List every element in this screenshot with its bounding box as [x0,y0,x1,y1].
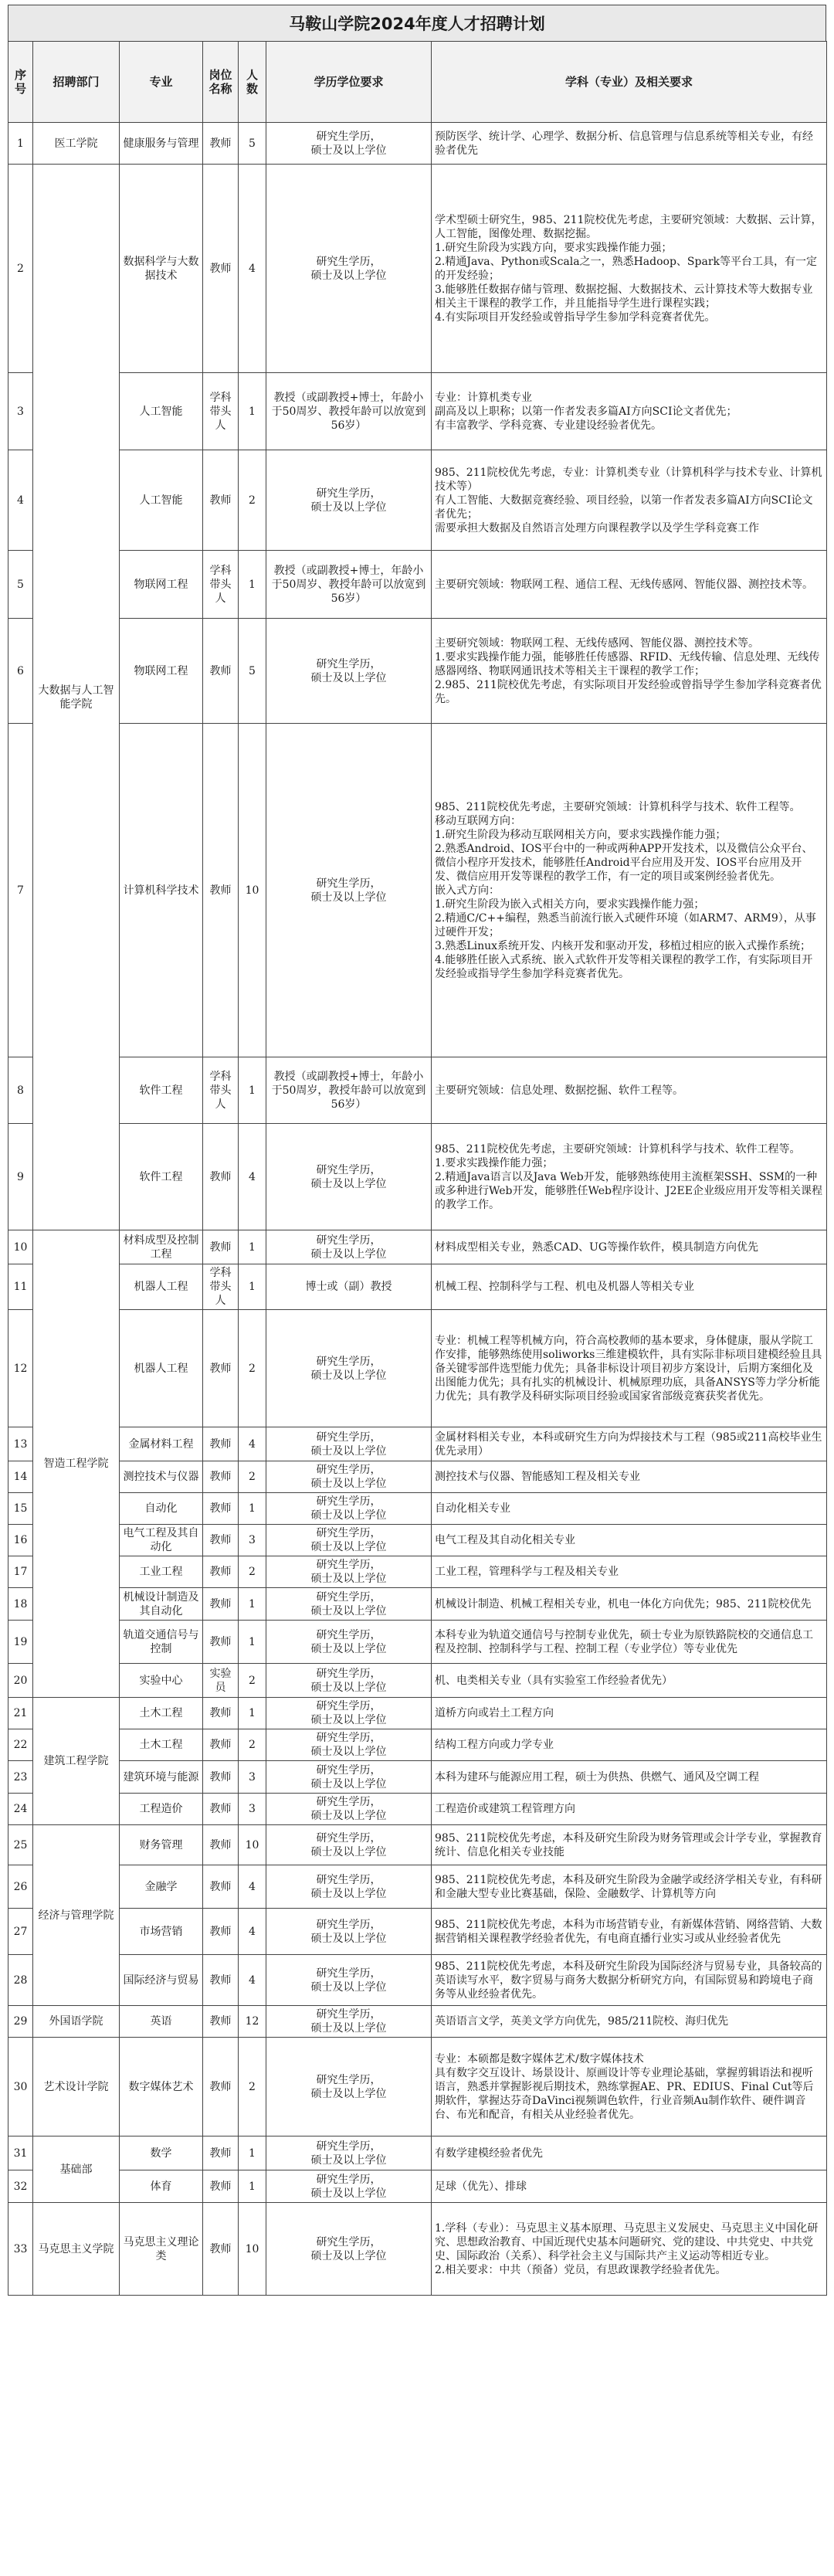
requirement-cell: 985、211院校优先考虑，主要研究领域：计算机科学与技术、软件工程等。 移动互联网方向： 1.研究生阶段为移动互联网相关方向，要求实践操作能力强； 2.熟悉Android、IOS平台中的一种或两种APP开发技术，以及微信公众平台、微信小程序开发技术，能够胜任Android平台应用及开发、IOS平台应用及开发、微信应用开发等课程的教学工作，有一定的项目或案例经验者优先。 嵌入式方向： 1.研究生阶段为嵌入式相关方向，要求实践操作能力强； 2.精通C/C++编程，熟悉当前流行嵌入式硬件环境（如ARM7、ARM9），从事过硬件开发； 3.熟悉Linux系统开发、内核开发和驱动开发，移植过相应的嵌入式操作系统； 4.能够胜任嵌入式系统、嵌入式软件开发等相关课程的教学工作，有实际项目开发经验或指导学生参加学科竞赛者优先。 [432,724,827,1057]
requirement-cell: 主要研究领域：物联网工程、通信工程、无线传感网、智能仪器、测控技术等。 [432,551,827,619]
post-cell: 教师 [203,2203,239,2296]
requirement-cell: 985、211院校优先考虑，本科及研究生阶段为国际经济与贸易专业，具备较高的英语读写水平，数字贸易与商务大数据分析研究方向，有国际贸易和跨境电子商务等从业经验者优先。 [432,1955,827,2006]
education-cell: 研究生学历， 硕士及以上学位 [266,1493,432,1525]
post-cell: 教师 [203,1865,239,1909]
count-cell: 5 [239,619,266,724]
requirement-cell: 道桥方向或岩土工程方向 [432,1698,827,1729]
count-cell: 1 [239,2136,266,2170]
header-edu: 学历学位要求 [266,42,432,123]
education-cell: 博士或（副）教授 [266,1264,432,1310]
post-cell: 教师 [203,2006,239,2038]
major-cell: 土木工程 [120,1729,203,1761]
major-cell: 英语 [120,2006,203,2038]
post-cell: 教师 [203,2038,239,2136]
table-row [8,2038,827,2136]
count-cell: 4 [239,1865,266,1909]
major-cell: 工业工程 [120,1556,203,1588]
row-number: 29 [8,2006,33,2038]
education-cell: 研究生学历， 硕士及以上学位 [266,724,432,1057]
row-number: 11 [8,1264,33,1310]
row-number: 4 [8,450,33,551]
education-cell: 研究生学历， 硕士及以上学位 [266,1310,432,1427]
row-number: 33 [8,2203,33,2296]
major-cell: 实验中心 [120,1664,203,1698]
requirement-cell: 本科为建环与能源应用工程，硕士为供热、供燃气、通风及空调工程 [432,1761,827,1794]
requirement-cell: 预防医学、统计学、心理学、数据分析、信息管理与信息系统等相关专业，有经验者优先 [432,123,827,165]
table-row [8,2170,827,2203]
count-cell: 4 [239,1955,266,2006]
count-cell: 4 [239,1427,266,1461]
count-cell: 2 [239,1310,266,1427]
major-cell: 工程造价 [120,1794,203,1825]
count-cell: 10 [239,2203,266,2296]
education-cell: 研究生学历， 硕士及以上学位 [266,1525,432,1556]
post-cell: 教师 [203,1493,239,1525]
count-cell: 4 [239,1124,266,1230]
table-row [8,551,827,619]
dept-cell: 智造工程学院 [33,1230,120,1698]
table-row [8,1124,827,1230]
row-number: 13 [8,1427,33,1461]
requirement-cell: 985、211院校优先考虑，主要研究领域：计算机科学与技术、软件工程等。 1.要求实践操作能力强； 2.精通Java语言以及Java Web开发，能够熟练使用主流框架SSH、SSM的一种或多种进行Web开发，能够胜任Web程序设计、J2EE企业级应用开发等相关课程的教学工作。 [432,1124,827,1230]
row-number: 24 [8,1794,33,1825]
major-cell: 软件工程 [120,1057,203,1124]
major-cell: 数字媒体艺术 [120,2038,203,2136]
post-cell: 教师 [203,2170,239,2203]
row-number: 10 [8,1230,33,1264]
education-cell: 研究生学历， 硕士及以上学位 [266,1621,432,1664]
dept-cell: 经济与管理学院 [33,1825,120,2006]
major-cell: 机器人工程 [120,1310,203,1427]
row-number: 8 [8,1057,33,1124]
major-cell: 测控技术与仪器 [120,1461,203,1493]
count-cell: 2 [239,1556,266,1588]
table-row [8,1461,827,1493]
count-cell: 3 [239,1761,266,1794]
row-number: 5 [8,551,33,619]
table-header-row [8,42,827,123]
table-row [8,373,827,450]
education-cell: 研究生学历， 硕士及以上学位 [266,1427,432,1461]
table-row [8,1664,827,1698]
major-cell: 轨道交通信号与控制 [120,1621,203,1664]
education-cell: 研究生学历， 硕士及以上学位 [266,2136,432,2170]
requirement-cell: 金属材料相关专业，本科或研究生方向为焊接技术与工程（985或211高校毕业生优先录用） [432,1427,827,1461]
table-row [8,1621,827,1664]
row-number: 30 [8,2038,33,2136]
row-number: 9 [8,1124,33,1230]
education-cell: 研究生学历， 硕士及以上学位 [266,123,432,165]
count-cell: 1 [239,373,266,450]
count-cell: 4 [239,165,266,373]
row-number: 23 [8,1761,33,1794]
row-number: 21 [8,1698,33,1729]
count-cell: 1 [239,1698,266,1729]
post-cell: 教师 [203,1761,239,1794]
education-cell: 研究生学历， 硕士及以上学位 [266,619,432,724]
major-cell: 机器人工程 [120,1264,203,1310]
post-cell: 教师 [203,1230,239,1264]
post-cell: 教师 [203,2136,239,2170]
table-row [8,165,827,373]
major-cell: 计算机科学技术 [120,724,203,1057]
major-cell: 材料成型及控制工程 [120,1230,203,1264]
table-row [8,1310,827,1427]
post-cell: 教师 [203,1427,239,1461]
post-cell: 教师 [203,165,239,373]
count-cell: 2 [239,2038,266,2136]
table-row [8,123,827,165]
education-cell: 教授（或副教授+博士，年龄小于50周岁，教授年龄可以放宽到56岁） [266,1057,432,1124]
count-cell: 1 [239,1230,266,1264]
row-number: 1 [8,123,33,165]
count-cell: 1 [239,551,266,619]
page-title: 马鞍山学院2024年度人才招聘计划 [8,5,826,41]
requirement-cell: 专业：计算机类专业 副高及以上职称；以第一作者发表多篇AI方向SCI论文者优先； 有丰富教学、学科竞赛、专业建设经验者优先。 [432,373,827,450]
education-cell: 研究生学历， 硕士及以上学位 [266,2170,432,2203]
education-cell: 研究生学历， 硕士及以上学位 [266,1865,432,1909]
post-cell: 学科带头人 [203,1057,239,1124]
requirement-cell: 985、211院校优先考虑，本科为市场营销专业，有新媒体营销、网络营销、大数据营销相关课程教学经验者优先，有电商直播行业实习或从业经验者优先 [432,1909,827,1955]
table-row [8,1427,827,1461]
count-cell: 2 [239,1461,266,1493]
dept-cell: 建筑工程学院 [33,1698,120,1825]
row-number: 19 [8,1621,33,1664]
table-row [8,1825,827,1865]
table-row [8,1525,827,1556]
requirement-cell: 学术型硕士研究生，985、211院校优先考虑，主要研究领域：大数据、云计算，人工智能，图像处理、数据挖掘。 1.研究生阶段为实践方向，要求实践操作能力强； 2.精通Java、Python或Scala之一，熟悉Hadoop、Spark等平台工具，有一定的开发经验； 3.能够胜任数据存储与管理、数据挖掘、大数据技术、云计算技术等大数据专业相关主干课程的教学工作，并且能指导学生进行课程实践； 4.有实际项目开发经验或曾指导学生参加学科竞赛者优先。 [432,165,827,373]
count-cell: 1 [239,1264,266,1310]
post-cell: 学科带头人 [203,373,239,450]
requirement-cell: 985、211院校优先考虑，专业：计算机类专业（计算机科学与技术专业、计算机技术等） 有人工智能、大数据竞赛经验、项目经验，以第一作者发表多篇AI方向SCI论文者优先； 需要承担大数据及自然语言处理方向课程教学以及学生学科竞赛工作 [432,450,827,551]
post-cell: 教师 [203,1729,239,1761]
post-cell: 教师 [203,619,239,724]
education-cell: 研究生学历， 硕士及以上学位 [266,1698,432,1729]
post-cell: 教师 [203,724,239,1057]
table-row [8,1761,827,1794]
post-cell: 教师 [203,1556,239,1588]
major-cell: 健康服务与管理 [120,123,203,165]
education-cell: 研究生学历， 硕士及以上学位 [266,1230,432,1264]
count-cell: 3 [239,1794,266,1825]
table-row [8,1556,827,1588]
post-cell: 教师 [203,1124,239,1230]
dept-cell: 马克思主义学院 [33,2203,120,2296]
post-cell: 教师 [203,1310,239,1427]
major-cell: 软件工程 [120,1124,203,1230]
row-number: 20 [8,1664,33,1698]
count-cell: 1 [239,1493,266,1525]
major-cell: 物联网工程 [120,551,203,619]
requirement-cell: 工业工程，管理科学与工程及相关专业 [432,1556,827,1588]
table-row [8,619,827,724]
count-cell: 2 [239,1729,266,1761]
post-cell: 教师 [203,1794,239,1825]
requirement-cell: 985、211院校优先考虑，本科及研究生阶段为财务管理或会计学专业，掌握教育统计、信息化相关专业技能 [432,1825,827,1865]
count-cell: 2 [239,1664,266,1698]
education-cell: 研究生学历， 硕士及以上学位 [266,1556,432,1588]
row-number: 2 [8,165,33,373]
major-cell: 机械设计制造及其自动化 [120,1588,203,1621]
requirement-cell: 电气工程及其自动化相关专业 [432,1525,827,1556]
row-number: 28 [8,1955,33,2006]
row-number: 7 [8,724,33,1057]
table-row [8,450,827,551]
post-cell: 教师 [203,1909,239,1955]
table-row [8,1698,827,1729]
table-row [8,1729,827,1761]
requirement-cell: 专业：机械工程等机械方向，符合高校教师的基本要求，身体健康，服从学院工作安排，能够熟练使用soliworks三维建模软件，具有实际非标项目建模经验且具备关键零部件选型能力优先；具备非标设计项目初步方案设计，后期方案细化及出图能力优先；具有扎实的机械设计、机械原理功底，具备ANSYS等力学分析能力优先；具有教学及科研实际项目经验或国家省部级竞赛获奖者优先。 [432,1310,827,1427]
count-cell: 10 [239,1825,266,1865]
row-number: 15 [8,1493,33,1525]
post-cell: 教师 [203,1825,239,1865]
count-cell: 1 [239,2170,266,2203]
row-number: 27 [8,1909,33,1955]
education-cell: 研究生学历， 硕士及以上学位 [266,2038,432,2136]
post-cell: 教师 [203,1621,239,1664]
row-number: 22 [8,1729,33,1761]
dept-cell: 艺术设计学院 [33,2038,120,2136]
recruitment-table [8,41,827,2296]
table-row [8,1955,827,2006]
education-cell: 研究生学历， 硕士及以上学位 [266,2203,432,2296]
post-cell: 教师 [203,1525,239,1556]
post-cell: 学科带头人 [203,1264,239,1310]
dept-cell: 大数据与人工智能学院 [33,165,120,1230]
header-num: 人数 [239,42,266,123]
requirement-cell: 专业：本硕都是数字媒体艺术/数字媒体技术 具有数字交互设计、场景设计、原画设计等专业理论基础，掌握剪辑语法和视听语言，熟悉并掌握影视后期技术，熟练掌握AE、PR、EDIUS、Final Cut等后期软件，掌握达芬奇DaVinci视频调色软件，行业音频Au制作软件、硬件调音台、布光和配音，有相关从业经验者优先。 [432,2038,827,2136]
education-cell: 研究生学历， 硕士及以上学位 [266,1909,432,1955]
major-cell: 马克思主义理论类 [120,2203,203,2296]
requirement-cell: 有数学建模经验者优先 [432,2136,827,2170]
table-row [8,1794,827,1825]
header-dept: 招聘部门 [33,42,120,123]
education-cell: 研究生学历， 硕士及以上学位 [266,1825,432,1865]
major-cell: 体育 [120,2170,203,2203]
major-cell: 数据科学与大数据技术 [120,165,203,373]
requirement-cell: 材料成型相关专业，熟悉CAD、UG等操作软件，模具制造方向优先 [432,1230,827,1264]
table-row [8,1493,827,1525]
major-cell: 土木工程 [120,1698,203,1729]
row-number: 3 [8,373,33,450]
dept-cell: 基础部 [33,2136,120,2203]
row-number: 14 [8,1461,33,1493]
post-cell: 教师 [203,450,239,551]
header-post: 岗位名称 [203,42,239,123]
count-cell: 3 [239,1525,266,1556]
education-cell: 教授（或副教授+博士，年龄小于50周岁、教授年龄可以放宽到56岁） [266,373,432,450]
major-cell: 建筑环境与能源 [120,1761,203,1794]
education-cell: 研究生学历， 硕士及以上学位 [266,1761,432,1794]
post-cell: 学科带头人 [203,551,239,619]
education-cell: 研究生学历， 硕士及以上学位 [266,450,432,551]
dept-cell: 医工学院 [33,123,120,165]
row-number: 12 [8,1310,33,1427]
post-cell: 教师 [203,1461,239,1493]
major-cell: 国际经济与贸易 [120,1955,203,2006]
major-cell: 电气工程及其自动化 [120,1525,203,1556]
major-cell: 财务管理 [120,1825,203,1865]
count-cell: 5 [239,123,266,165]
dept-cell: 外国语学院 [33,2006,120,2038]
education-cell: 研究生学历， 硕士及以上学位 [266,1955,432,2006]
requirement-cell: 自动化相关专业 [432,1493,827,1525]
post-cell: 教师 [203,1588,239,1621]
requirement-cell: 本科专业为轨道交通信号与控制专业优先，硕士专业为原铁路院校的交通信息工程及控制、控制科学与工程、控制工程（专业学位）等专业优先 [432,1621,827,1664]
requirement-cell: 英语语言文学，英美文学方向优先，985/211院校、海归优先 [432,2006,827,2038]
post-cell: 教师 [203,1698,239,1729]
count-cell: 10 [239,724,266,1057]
count-cell: 4 [239,1909,266,1955]
table-row [8,1588,827,1621]
major-cell: 人工智能 [120,450,203,551]
count-cell: 1 [239,1588,266,1621]
education-cell: 研究生学历， 硕士及以上学位 [266,1588,432,1621]
requirement-cell: 足球（优先）、排球 [432,2170,827,2203]
row-number: 17 [8,1556,33,1588]
requirement-cell: 1.学科（专业）：马克思主义基本原理、马克思主义发展史、马克思主义中国化研究、思想政治教育、中国近现代史基本问题研究、党的建设、中共党史、中共党史、国际政治（关系）、科学社会主义与国际共产主义运动等相近专业。 2.相关要求：中共（预备）党员，有思政课教学经验者优先。 [432,2203,827,2296]
education-cell: 研究生学历， 硕士及以上学位 [266,1461,432,1493]
header-req: 学科（专业）及相关要求 [432,42,827,123]
requirement-cell: 主要研究领域：信息处理、数据挖掘、软件工程等。 [432,1057,827,1124]
row-number: 32 [8,2170,33,2203]
table-row [8,1865,827,1909]
table-row [8,1057,827,1124]
row-number: 18 [8,1588,33,1621]
requirement-cell: 结构工程方向或力学专业 [432,1729,827,1761]
count-cell: 12 [239,2006,266,2038]
row-number: 6 [8,619,33,724]
major-cell: 物联网工程 [120,619,203,724]
education-cell: 研究生学历， 硕士及以上学位 [266,1794,432,1825]
table-row [8,2203,827,2296]
header-major: 专业 [120,42,203,123]
major-cell: 金属材料工程 [120,1427,203,1461]
requirement-cell: 985、211院校优先考虑，本科及研究生阶段为金融学或经济学相关专业，有科研和金融大型专业比赛基础，保险、金融数学、计算机等方向 [432,1865,827,1909]
table-row [8,1909,827,1955]
table-row [8,2136,827,2170]
major-cell: 人工智能 [120,373,203,450]
post-cell: 教师 [203,123,239,165]
table-row [8,724,827,1057]
row-number: 25 [8,1825,33,1865]
count-cell: 1 [239,1057,266,1124]
row-number: 26 [8,1865,33,1909]
count-cell: 1 [239,1621,266,1664]
table-row [8,1230,827,1264]
table-row [8,2006,827,2038]
education-cell: 教授（或副教授+博士，年龄小于50周岁、教授年龄可以放宽到56岁） [266,551,432,619]
row-number: 31 [8,2136,33,2170]
table-row [8,1264,827,1310]
education-cell: 研究生学历， 硕士及以上学位 [266,1124,432,1230]
major-cell: 数学 [120,2136,203,2170]
post-cell: 教师 [203,1955,239,2006]
requirement-cell: 机、电类相关专业（具有实验室工作经验者优先） [432,1664,827,1698]
count-cell: 2 [239,450,266,551]
post-cell: 实验员 [203,1664,239,1698]
table-body [8,123,827,2296]
major-cell: 市场营销 [120,1909,203,1955]
header-no: 序号 [8,42,33,123]
requirement-cell: 机械工程、控制科学与工程、机电及机器人等相关专业 [432,1264,827,1310]
requirement-cell: 机械设计制造、机械工程相关专业，机电一体化方向优先；985、211院校优先 [432,1588,827,1621]
major-cell: 自动化 [120,1493,203,1525]
requirement-cell: 测控技术与仪器、智能感知工程及相关专业 [432,1461,827,1493]
education-cell: 研究生学历， 硕士及以上学位 [266,2006,432,2038]
major-cell: 金融学 [120,1865,203,1909]
education-cell: 研究生学历， 硕士及以上学位 [266,1664,432,1698]
requirement-cell: 工程造价或建筑工程管理方向 [432,1794,827,1825]
requirement-cell: 主要研究领域：物联网工程、无线传感网、智能仪器、测控技术等。 1.要求实践操作能力强，能够胜任传感器、RFID、无线传输、信息处理、无线传感器网络、物联网通讯技术等相关主干课程的教学工作； 2.985、211院校优先考虑，有实际项目开发经验或曾指导学生参加学科竞赛者优先。 [432,619,827,724]
education-cell: 研究生学历， 硕士及以上学位 [266,165,432,373]
row-number: 16 [8,1525,33,1556]
education-cell: 研究生学历， 硕士及以上学位 [266,1729,432,1761]
